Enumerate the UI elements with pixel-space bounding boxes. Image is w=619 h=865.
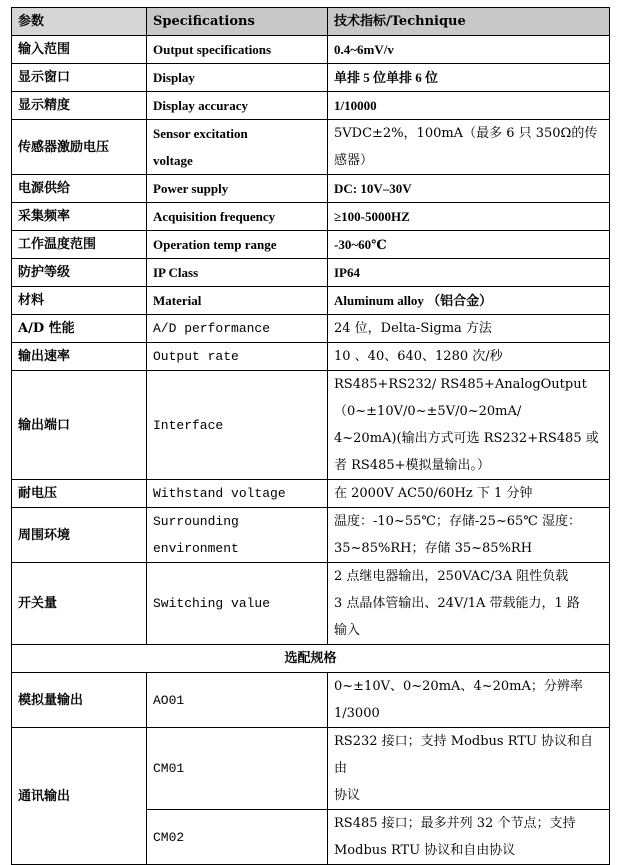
param-name: 电源供给 bbox=[12, 175, 147, 203]
param-value-line: 4~20mA)(输出方式可选 RS232+RS485 或 bbox=[334, 431, 599, 446]
param-value: 0.4~6mV/v bbox=[328, 36, 610, 64]
table-row bbox=[12, 563, 610, 645]
param-value: DC: 10V–30V bbox=[328, 175, 610, 203]
param-value: IP64 bbox=[328, 259, 610, 287]
param-name: A/D 性能 bbox=[12, 315, 147, 343]
param-english: A/D performance bbox=[147, 315, 328, 343]
table-row bbox=[12, 343, 610, 371]
param-value bbox=[328, 508, 610, 563]
option-value-line: RS232 接口；支持 Modbus RTU 协议和自由 bbox=[334, 734, 594, 776]
option-code: CM01 bbox=[147, 728, 328, 810]
param-value: 在 2000V AC50/60Hz 下 1 分钟 bbox=[328, 480, 610, 508]
section-row bbox=[12, 645, 610, 673]
param-english: Withstand voltage bbox=[147, 480, 328, 508]
option-value-line: Modbus RTU 协议和自由协议 bbox=[334, 843, 516, 858]
param-value: Aluminum alloy （铝合金） bbox=[328, 287, 610, 315]
table-row bbox=[12, 36, 610, 64]
param-value-line: 35~85%RH；存储 35~85%RH bbox=[334, 541, 533, 556]
param-name: 输出速率 bbox=[12, 343, 147, 371]
param-name: 周围环境 bbox=[12, 508, 147, 563]
param-value bbox=[328, 120, 610, 175]
table-row bbox=[12, 175, 610, 203]
param-english: Material bbox=[147, 287, 328, 315]
option-value bbox=[328, 810, 610, 865]
table-row bbox=[12, 259, 610, 287]
option-code: AO01 bbox=[147, 673, 328, 728]
option-value: 0~±10V、0~20mA、4~20mA；分辨率 1/3000 bbox=[328, 673, 610, 728]
param-english: Output specifications bbox=[147, 36, 328, 64]
param-value-line: （0~±10V/0~±5V/0~20mA/ bbox=[334, 404, 522, 419]
param-name: 采集频率 bbox=[12, 203, 147, 231]
param-value-line: 感器） bbox=[334, 153, 374, 168]
spec-table bbox=[11, 7, 610, 865]
param-name: 输出端口 bbox=[12, 371, 147, 480]
param-english: Interface bbox=[147, 371, 328, 480]
param-english: Acquisition frequency bbox=[147, 203, 328, 231]
param-name: 防护等级 bbox=[12, 259, 147, 287]
table-row bbox=[12, 120, 610, 175]
section-title: 选配规格 bbox=[12, 645, 610, 673]
table-row bbox=[12, 287, 610, 315]
param-value-line: 输入 bbox=[334, 623, 361, 638]
param-value bbox=[328, 371, 610, 480]
option-value-line: 协议 bbox=[334, 788, 361, 803]
param-english bbox=[147, 120, 328, 175]
param-value: 24 位，Delta-Sigma 方法 bbox=[328, 315, 610, 343]
option-name: 通讯输出 bbox=[12, 728, 147, 865]
table-row bbox=[12, 480, 610, 508]
header-spec: Specifications bbox=[147, 8, 328, 36]
table-row bbox=[12, 508, 610, 563]
header-param: 参数 bbox=[12, 8, 147, 36]
header-tech: 技术指标/Technique bbox=[328, 8, 610, 36]
param-english-line: environment bbox=[153, 541, 239, 556]
param-name: 开关量 bbox=[12, 563, 147, 645]
table-row bbox=[12, 673, 610, 728]
param-value: -30~60℃ bbox=[328, 231, 610, 259]
option-code: CM02 bbox=[147, 810, 328, 865]
table-row bbox=[12, 315, 610, 343]
param-name: 材料 bbox=[12, 287, 147, 315]
param-value-line: 温度：-10~55℃；存储-25~65℃ 湿度： bbox=[334, 514, 581, 529]
param-name: 输入范围 bbox=[12, 36, 147, 64]
param-english-line: voltage bbox=[153, 153, 193, 168]
table-header-row bbox=[12, 8, 610, 36]
param-name: 显示窗口 bbox=[12, 64, 147, 92]
param-value-line: 者 RS485+模拟量输出。） bbox=[334, 458, 491, 473]
param-name: 显示精度 bbox=[12, 92, 147, 120]
param-value-line: RS485+RS232/ RS485+AnalogOutput bbox=[334, 377, 587, 392]
param-name: 工作温度范围 bbox=[12, 231, 147, 259]
option-value-line: RS485 接口；最多并列 32 个节点；支持 bbox=[334, 816, 576, 831]
table-row bbox=[12, 64, 610, 92]
param-english: Power supply bbox=[147, 175, 328, 203]
table-row bbox=[12, 371, 610, 480]
param-value-line: 3 点晶体管输出、24V/1A 带载能力，1 路 bbox=[334, 596, 580, 611]
table-row bbox=[12, 92, 610, 120]
param-english: Display accuracy bbox=[147, 92, 328, 120]
param-english: Operation temp range bbox=[147, 231, 328, 259]
param-english: IP Class bbox=[147, 259, 328, 287]
table-row bbox=[12, 203, 610, 231]
option-name: 模拟量输出 bbox=[12, 673, 147, 728]
param-value bbox=[328, 563, 610, 645]
param-value: 单排 5 位单排 6 位 bbox=[328, 64, 610, 92]
param-value: ≥100-5000HZ bbox=[328, 203, 610, 231]
param-name: 耐电压 bbox=[12, 480, 147, 508]
table-row bbox=[12, 728, 610, 810]
option-value bbox=[328, 728, 610, 810]
table-row bbox=[12, 231, 610, 259]
param-english: Output rate bbox=[147, 343, 328, 371]
param-english-line: Sensor excitation bbox=[153, 126, 248, 141]
param-value-line: 5VDC±2%，100mA（最多 6 只 350Ω的传 bbox=[334, 126, 598, 141]
param-value: 1/10000 bbox=[328, 92, 610, 120]
param-value: 10 、40、640、1280 次/秒 bbox=[328, 343, 610, 371]
param-english bbox=[147, 508, 328, 563]
param-name: 传感器激励电压 bbox=[12, 120, 147, 175]
param-value-line: 2 点继电器输出，250VAC/3A 阻性负载 bbox=[334, 569, 569, 584]
param-english: Switching value bbox=[147, 563, 328, 645]
param-english-line: Surrounding bbox=[153, 514, 239, 529]
param-english: Display bbox=[147, 64, 328, 92]
